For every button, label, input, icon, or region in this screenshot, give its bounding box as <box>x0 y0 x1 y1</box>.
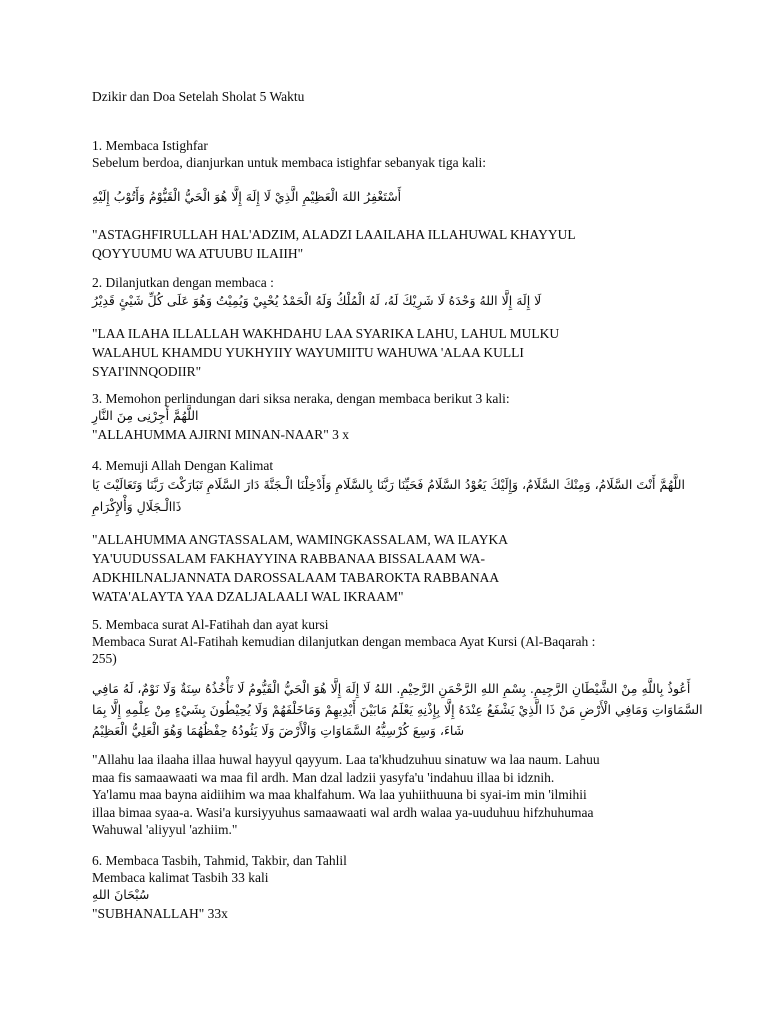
section-heading: 1. Membaca Istighfar <box>92 138 208 153</box>
arabic-line: اللَّهُمَّ أَجِرْنِى مِنَ النَّارِ <box>92 408 199 423</box>
latin-line: WALAHUL KHAMDU YUKHYIIY WAYUMIITU WAHUWA 'ALAA KULLI <box>92 345 524 360</box>
latin-line: "SUBHANALLAH" 33x <box>92 905 228 921</box>
latin-line: illaa bimaa syaa-a. Wasi'a kursiyyuhus samaawaati wal ardh walaa ya-uuduhuu hifzhuhumaa <box>92 804 594 820</box>
section-heading: 5. Membaca surat Al-Fatihah dan ayat kursi <box>92 617 329 632</box>
section-2 <box>92 274 698 381</box>
section-5 <box>92 616 703 839</box>
latin-transliteration <box>92 425 698 444</box>
latin-transliteration <box>92 904 698 923</box>
latin-transliteration <box>92 751 698 839</box>
section-1 <box>92 137 698 263</box>
latin-line: QOYYUUMU WA ATUUBU ILAIIH" <box>92 246 304 261</box>
arabic-line: ذَاالْـجَلَالِ وَأْلإِكْرَامِ <box>92 499 182 514</box>
section-intro-line: Sebelum berdoa, dianjurkan untuk membaca istighfar sebanyak tiga kali: <box>92 155 487 170</box>
latin-line: Ya'lamu maa bayna aidiihim wa maa khalfahum. Wa laa yuhiithuuna bi syai-im min 'ilmihii <box>92 787 587 802</box>
section-intro-line: 255) <box>92 651 117 666</box>
section-heading: 3. Memohon perlindungan dari siksa neraka, dengan membaca berikut 3 kali: <box>92 391 510 406</box>
section-heading: 4. Memuji Allah Dengan Kalimat <box>92 458 274 473</box>
latin-line: WATA'ALAYTA YAA DZALJALAALI WAL IKRAAM" <box>92 589 404 604</box>
latin-line: "ALLAHUMMA AJIRNI MINAN-NAAR" 3 x <box>92 427 350 442</box>
section-6 <box>92 852 698 923</box>
section-3 <box>92 390 698 444</box>
latin-line: "LAA ILAHA ILLALLAH WAKHDAHU LAA SYARIKA LAHU, LAHUL MULKU <box>92 326 560 341</box>
latin-line: ADKHILNALJANNATA DAROSSALAAM TABAROKTA RABBANAA <box>92 570 500 585</box>
section-4 <box>92 457 698 606</box>
arabic-line: لَا إِلَهَ إِلَّا اللهُ وَحْدَهُ لَا شَرِيْكَ لَهُ، لَهُ الْمُلْكُ وَلَهُ الْحَمْدُ يُحْيِيْ وَيُمِيْتُ وَهُوَ عَلَى كُلِّ شَيْئٍ قَدِيْرُ <box>92 293 542 308</box>
arabic-line: شَاءَ، وَسِعَ كُرْسِيُّهُ السَّمَاوَاتِ وَالْأَرْضَ وَلَا يَئُودُهُ حِفْظُهُمَا وَهُوَ الْعَلِيُّ الْعَظِيْمُ <box>92 723 465 738</box>
document-title: Dzikir dan Doa Setelah Sholat 5 Waktu <box>92 89 305 104</box>
arabic-line: اللَّهُمَّ أَنْتَ السَّلَامُ، وَمِنْكَ السَّلَامُ، وَإِلَيْكَ يَعُوْدُ السَّلَامُ فَحَيِّنَا رَبَّنَا بِالسَّلَامِ وَأَدْخِلْنَا الْـجَنَّةَ دَارَ السَّلَامِ تَبَارَكْتَ رَبَّنَا وَتَعَالَيْتَ يَا <box>92 477 685 492</box>
latin-transliteration <box>92 225 698 263</box>
latin-line: "ASTAGHFIRULLAH HAL'ADZIM, ALADZI LAAILAHA ILLAHUWAL KHAYYUL <box>92 227 576 242</box>
arabic-line: أَسْتَغْفِرُ اللهَ الْعَظِيْمِ الَّذِيْ لَا إِلَهَ إِلَّا هُوَ الْحَيُّ الْقَيُّوْمُ وَأَتُوْبُ إِلَيْهِ <box>92 189 402 204</box>
section-intro-line: Membaca kalimat Tasbih 33 kali <box>92 869 269 885</box>
latin-line: SYAI'INNQODIIR" <box>92 364 202 379</box>
latin-transliteration <box>92 530 698 606</box>
latin-line: Wahuwal 'aliyyul 'azhiim." <box>92 822 238 837</box>
latin-line: "Allahu laa ilaaha illaa huwal hayyul qayyum. Laa ta'khudzuhuu sinatuw wa laa naum. Lahuu <box>92 752 600 767</box>
latin-line: "ALLAHUMMA ANGTASSALAM, WAMINGKASSALAM, WA ILAYKA <box>92 532 508 547</box>
arabic-line: السَّمَاوَاتِ وَمَافِي الْأَرْضِ مَنْ ذَا الَّذِيْ يَشْفَعُ عِنْدَهُ إِلَّا بِإِذْنِهِ يَعْلَمُ مَابَيْنَ أَيْدِيهِمْ وَمَاخَلْفَهُمْ وَلَا يُحِيْطُونَ بِشَيْءٍ مِنْ عِلْمِهِ إِلَّا بِمَا <box>92 702 703 717</box>
section-heading: 6. Membaca Tasbih, Tahmid, Takbir, dan Tahlil <box>92 852 347 868</box>
latin-line: maa fis samaawaati wa maa fil ardh. Man dzal ladzii yasyfa'u 'indahuu illaa bi idznih. <box>92 769 555 785</box>
section-intro-line: Membaca Surat Al-Fatihah kemudian dilanjutkan dengan membaca Ayat Kursi (Al-Baqarah : <box>92 634 596 649</box>
latin-line: YA'UUDUSSALAM FAKHAYYINA RABBANAA BISSALAAM WA- <box>92 551 485 566</box>
arabic-line: سُبْحَانَ اللهِ <box>92 886 150 902</box>
latin-transliteration <box>92 324 698 381</box>
arabic-line: أَعُوذُ بِاللَّهِ مِنْ الشَّيْطَانِ الرَّجِيمِ. بِسْمِ اللهِ الرَّحْمَنِ الرَّحِيْمِ. اللهُ لَا إِلَهَ إِلَّا هُوَ الْحَيُّ الْقَيُّومُ لَا تَأْخُذُهُ سِنَةٌ وَلَا نَوْمٌ، لَهُ مَافِي <box>92 681 691 696</box>
arabic-passage <box>92 678 703 741</box>
section-heading: 2. Dilanjutkan dengan membaca : <box>92 275 274 290</box>
